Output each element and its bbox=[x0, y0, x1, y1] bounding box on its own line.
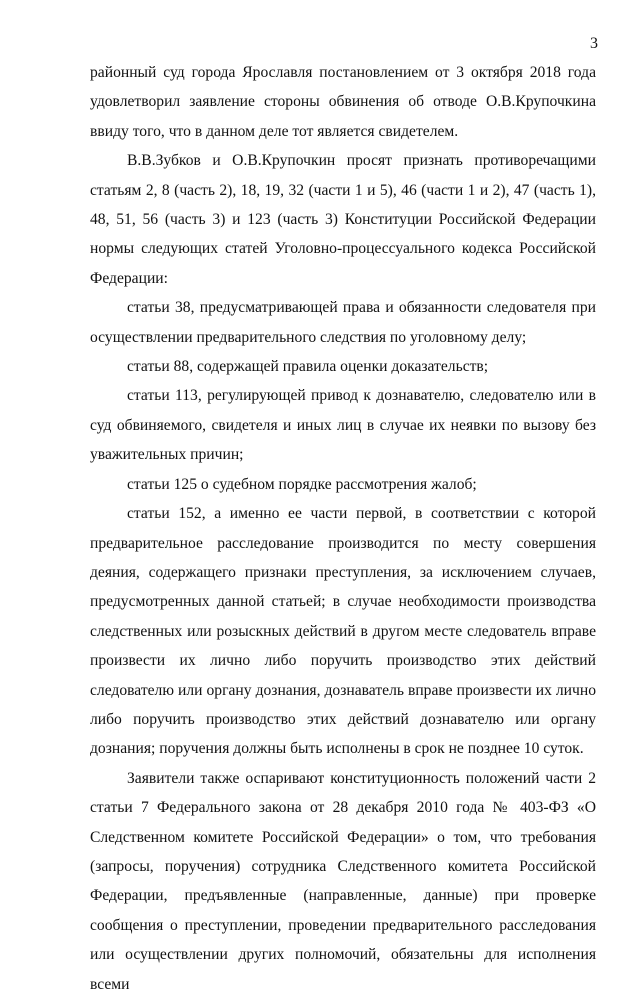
paragraph-6: статьи 125 о судебном порядке рассмотрения жалоб; bbox=[127, 475, 477, 493]
paragraph-2: В.В.Зубков и О.В.Крупочкин просят признать противоречащими статьям 2, 8 (часть 2), 18, 19, 32 (части 1 и 5), 46 (части 1 и 2), 47 (часть 1), 48, 51, 56 (часть 3) и 123 (часть 3) Конституции Российской Федерации нормы следующих статей Уголовно-процессуального кодекса Российской Федерации: bbox=[90, 152, 596, 287]
paragraph-3: статьи 38, предусматривающей права и обязанности следователя при осуществлении предварительного следствия по уголовному делу; bbox=[90, 299, 596, 346]
document-body bbox=[90, 58, 596, 999]
paragraph-7: статьи 152, а именно ее части первой, в соответствии с которой предварительное расследование производится по месту совершения деяния, содержащего признаки преступления, за исключением случаев, предусмотренных данной статьей; в случае необходимости производства следственных или розыскных действий в другом месте следователь вправе произвести их лично либо поручить производство этих действий следователю или органу дознания, дознаватель вправе произвести их лично либо поручить производство этих действий дознавателю или органу дознания; поручения должны быть исполнены в срок не позднее 10 суток. bbox=[90, 505, 596, 758]
paragraph-1: районный суд города Ярославля постановлением от 3 октября 2018 года удовлетворил заявление стороны обвинения об отводе О.В.Крупочкина ввиду того, что в данном деле тот является свидетелем. bbox=[90, 64, 596, 140]
paragraph-4: статьи 88, содержащей правила оценки доказательств; bbox=[127, 358, 489, 376]
paragraph-5: статьи 113, регулирующей привод к дознавателю, следователю или в суд обвиняемого, свидетеля и иных лиц в случае их неявки по вызову без уважительных причин; bbox=[90, 387, 596, 464]
page-number: 3 bbox=[590, 35, 598, 52]
paragraph-8: Заявители также оспаривают конституционность положений части 2 статьи 7 Федерального закона от 28 декабря 2010 года № 403-ФЗ «О Следственном комитете Российской Федерации» о том, что требования (запросы, поручения) сотрудника Следственного комитета Российской Федерации, предъявленные (направленные, данные) при проверке сообщения о преступлении, проведении предварительного расследования или осуществлении других полномочий, обязательны для исполнения всеми bbox=[90, 769, 596, 993]
